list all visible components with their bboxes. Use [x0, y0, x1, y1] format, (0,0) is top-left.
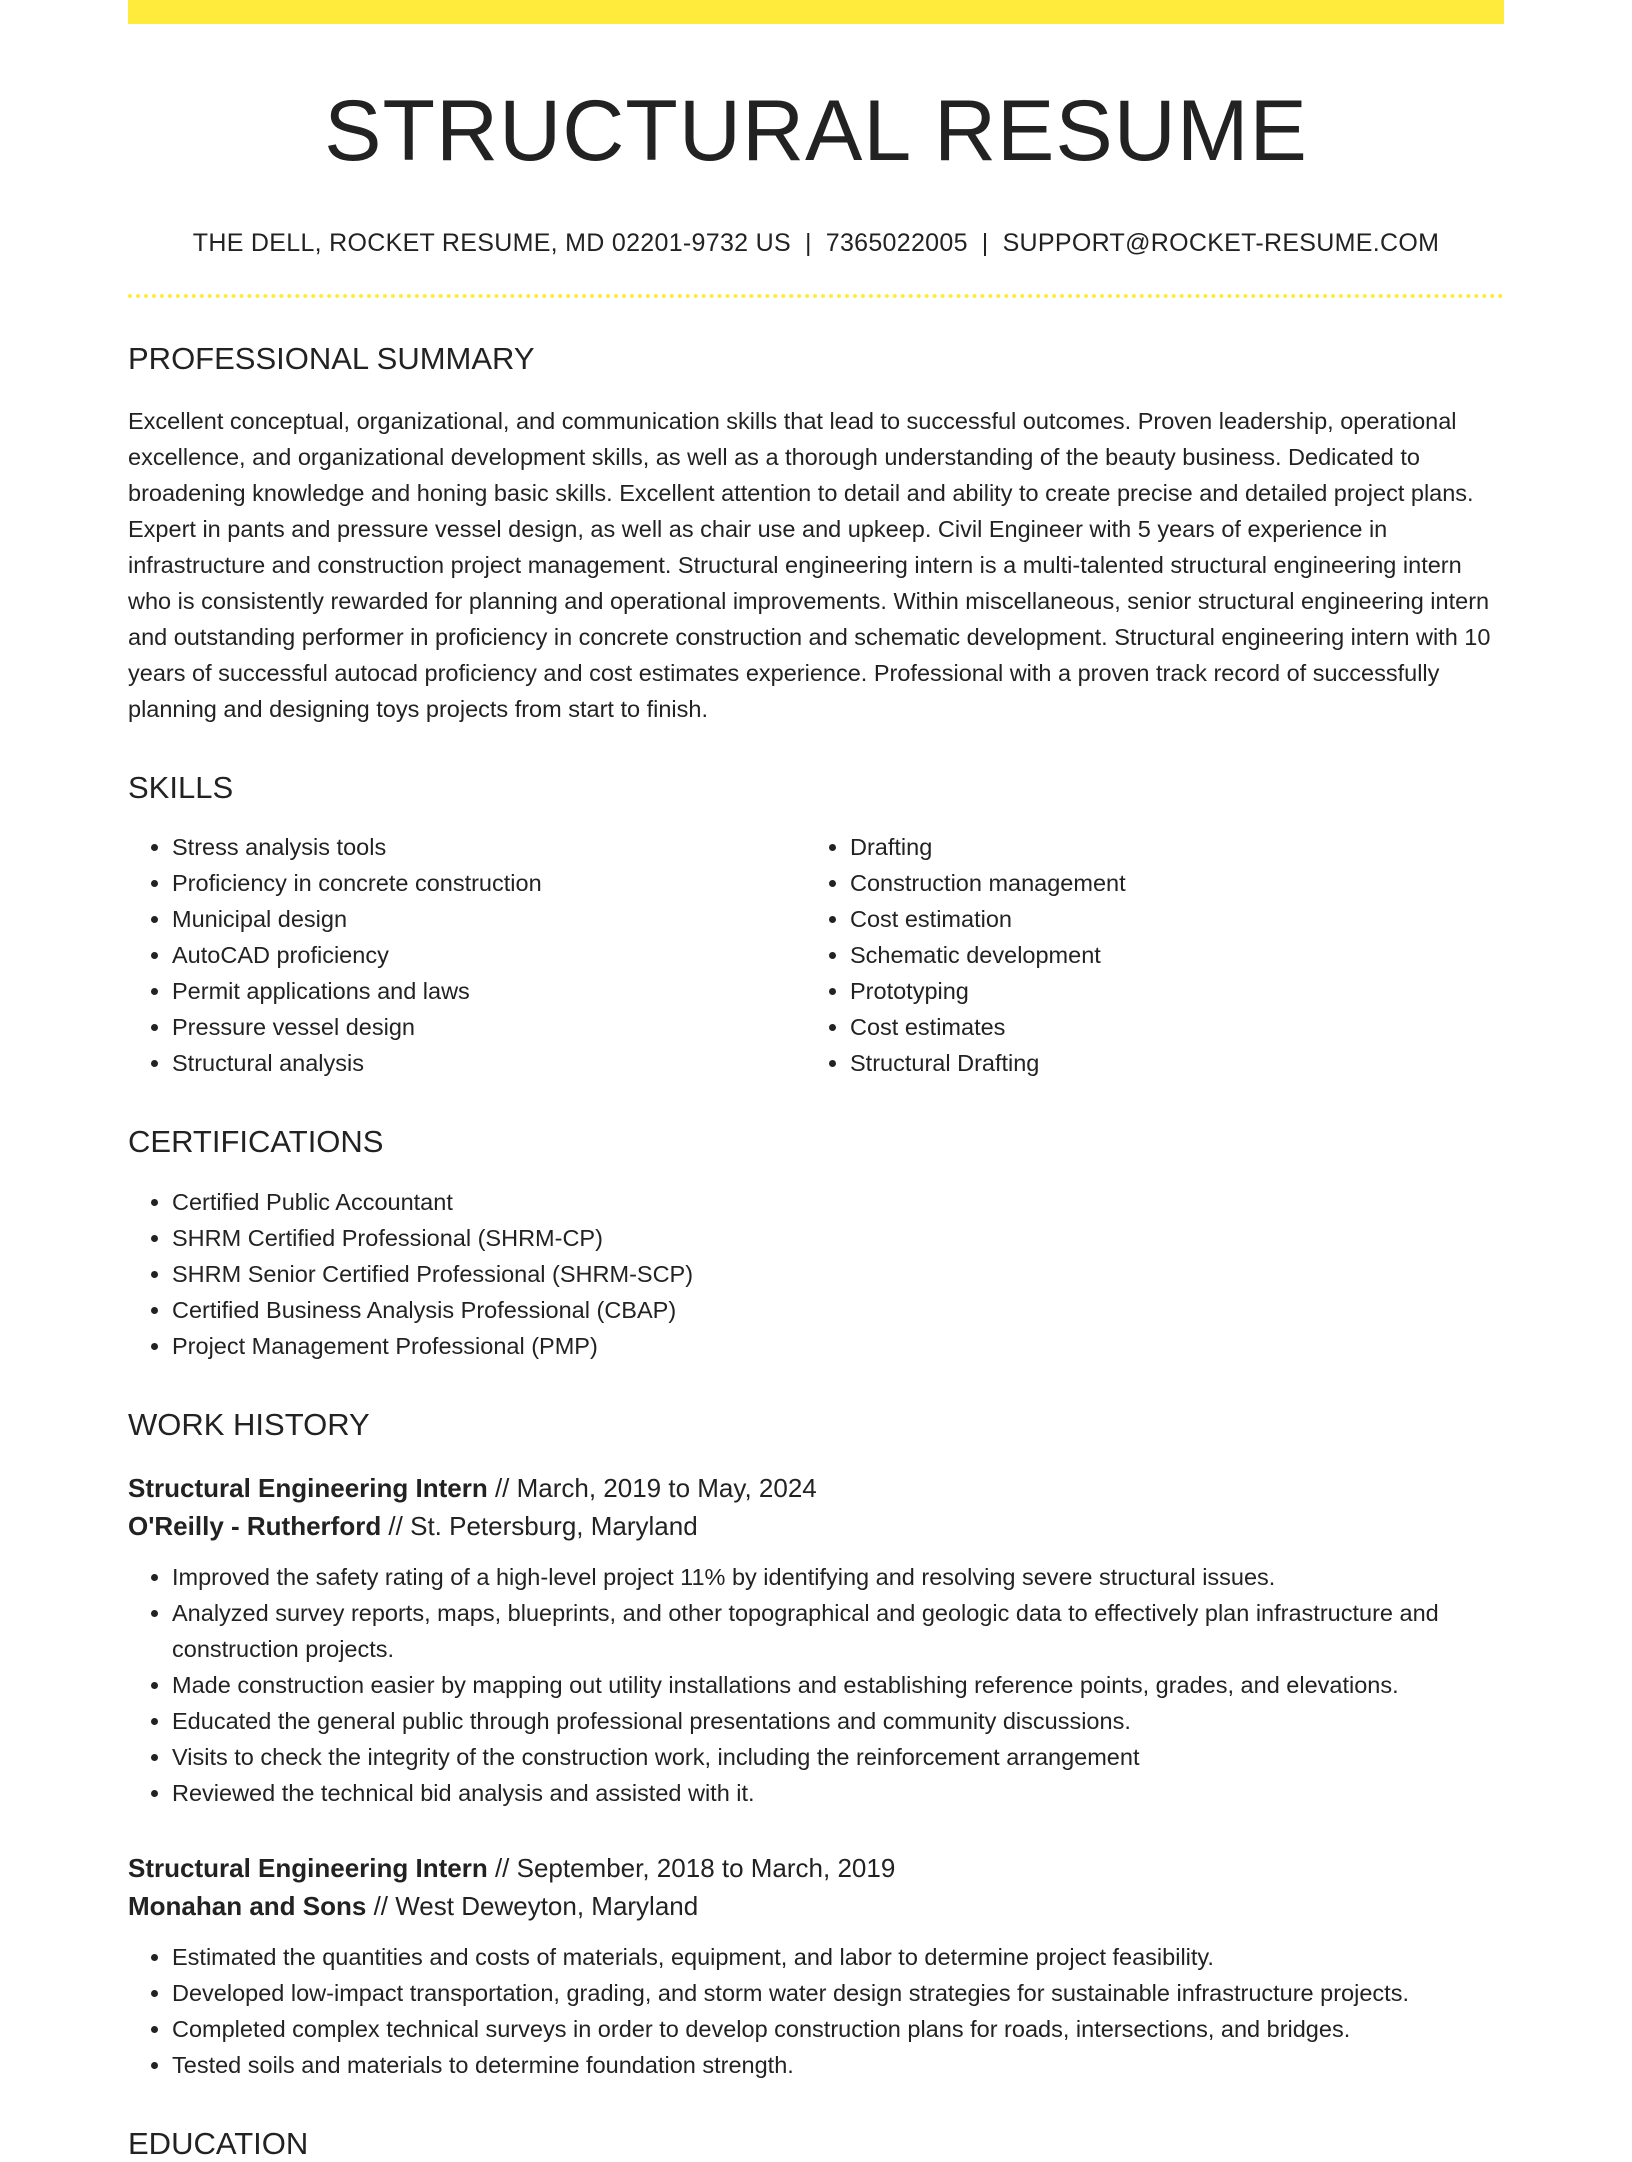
skill-item: • Schematic development [850, 937, 1450, 973]
certification-item: • SHRM Senior Certified Professional (SHRM-SCP) [172, 1256, 1504, 1292]
contact-email[interactable]: SUPPORT@ROCKET-RESUME.COM [1002, 229, 1440, 258]
skill-item: • Structural analysis [172, 1045, 806, 1081]
job-bullet: • Improved the safety rating of a high-level project 11% by identifying and resolving severe structural issues. [172, 1559, 1504, 1595]
skill-item: • Municipal design [172, 901, 806, 937]
job-location: // West Deweyton, Maryland [366, 1890, 699, 1921]
job-company-line [128, 1507, 1504, 1545]
contact-separator: | [981, 229, 989, 258]
skill-item: • Stress analysis tools [172, 829, 806, 865]
certification-item: • Project Management Professional (PMP) [172, 1328, 1504, 1364]
skill-item: • Drafting [850, 829, 1450, 865]
job-bullet: • Developed low-impact transportation, grading, and storm water design strategies for sustainable infrastructure projects. [172, 1975, 1504, 2011]
skills-grid [128, 829, 1504, 1081]
job-bullet: • Estimated the quantities and costs of materials, equipment, and labor to determine project feasibility. [172, 1939, 1504, 1975]
education-heading: EDUCATION [128, 2125, 309, 2161]
job-entry [128, 1469, 1504, 1811]
skill-item: • Structural Drafting [850, 1045, 1450, 1081]
contact-phone: 7365022005 [825, 229, 968, 258]
skill-item: • Proficiency in concrete construction [172, 865, 806, 901]
job-bullet: • Made construction easier by mapping out utility installations and establishing reference points, grades, and elevations. [172, 1667, 1504, 1703]
skill-item: • Pressure vessel design [172, 1009, 806, 1045]
job-company-line [128, 1887, 1504, 1925]
skill-item: • Cost estimation [850, 901, 1450, 937]
skills-column-1 [128, 829, 806, 1081]
job-dates: // March, 2019 to May, 2024 [487, 1472, 817, 1503]
resume-page [128, 0, 1504, 2162]
skills-column-2 [806, 829, 1450, 1081]
certification-item: • Certified Business Analysis Professional (CBAP) [172, 1292, 1504, 1328]
certification-item: • SHRM Certified Professional (SHRM-CP) [172, 1220, 1504, 1256]
job-bullet: • Educated the general public through professional presentations and community discussions. [172, 1703, 1504, 1739]
job-title: Structural Engineering Intern [128, 1852, 488, 1883]
skill-item: • Prototyping [850, 973, 1450, 1009]
job-bullet: • Tested soils and materials to determine foundation strength. [172, 2047, 1504, 2083]
certifications-heading: CERTIFICATIONS [128, 1123, 384, 1159]
certifications-list [128, 1184, 1504, 1364]
contact-line [128, 229, 1504, 258]
skill-item: • AutoCAD proficiency [172, 937, 806, 973]
job-bullets [128, 1939, 1504, 2083]
job-location: // St. Petersburg, Maryland [381, 1510, 698, 1541]
certification-item: • Certified Public Accountant [172, 1184, 1504, 1220]
skill-item: • Construction management [850, 865, 1450, 901]
dotted-divider [128, 294, 1504, 298]
accent-top-bar [128, 0, 1504, 24]
job-title-line [128, 1849, 1504, 1887]
job-title-line [128, 1469, 1504, 1507]
job-title: Structural Engineering Intern [128, 1472, 488, 1503]
summary-heading: PROFESSIONAL SUMMARY [128, 341, 535, 377]
job-entry [128, 1849, 1504, 2083]
contact-separator: | [804, 229, 812, 258]
job-dates: // September, 2018 to March, 2019 [487, 1852, 896, 1883]
skill-item: • Permit applications and laws [172, 973, 806, 1009]
summary-text: Excellent conceptual, organizational, and communication skills that lead to successful outcomes. Proven leadership, operational excellence, and organizational development skills, as well as a thorough understanding of the beauty business. Dedicated to broadening knowledge and honing basic skills. Excellent attention to detail and ability to create precise and detailed project plans. Expert in pants and pressure vessel design, as well as chair use and upkeep. Civil Engineer with 5 years of experience in infrastructure and construction project management. Structural engineering intern is a multi-talented structural engineering intern who is consistently rewarded for planning and operational improvements. Within miscellaneous, senior structural engineering intern and outstanding performer in proficiency in concrete construction and schematic development. Structural engineering intern with 10 years of successful autocad proficiency and cost estimates experience. Professional with a proven track record of successfully planning and designing toys projects from start to finish. [128, 408, 1491, 723]
job-bullet: • Completed complex technical surveys in order to develop construction plans for roads, intersections, and bridges. [172, 2011, 1504, 2047]
job-company: Monahan and Sons [128, 1890, 367, 1921]
skills-heading: SKILLS [128, 770, 234, 806]
resume-title: STRUCTURAL RESUME [324, 83, 1308, 179]
contact-address: THE DELL, ROCKET RESUME, MD 02201-9732 US [192, 229, 791, 258]
work-history-heading: WORK HISTORY [128, 1406, 370, 1442]
skill-item: • Cost estimates [850, 1009, 1450, 1045]
job-bullet: • Reviewed the technical bid analysis and assisted with it. [172, 1775, 1504, 1811]
job-company: O'Reilly - Rutherford [128, 1510, 382, 1541]
job-bullet: • Visits to check the integrity of the construction work, including the reinforcement arrangement [172, 1739, 1504, 1775]
job-bullets [128, 1559, 1504, 1811]
job-bullet: • Analyzed survey reports, maps, blueprints, and other topographical and geologic data to effectively plan infrastructure and construction projects. [172, 1595, 1504, 1667]
